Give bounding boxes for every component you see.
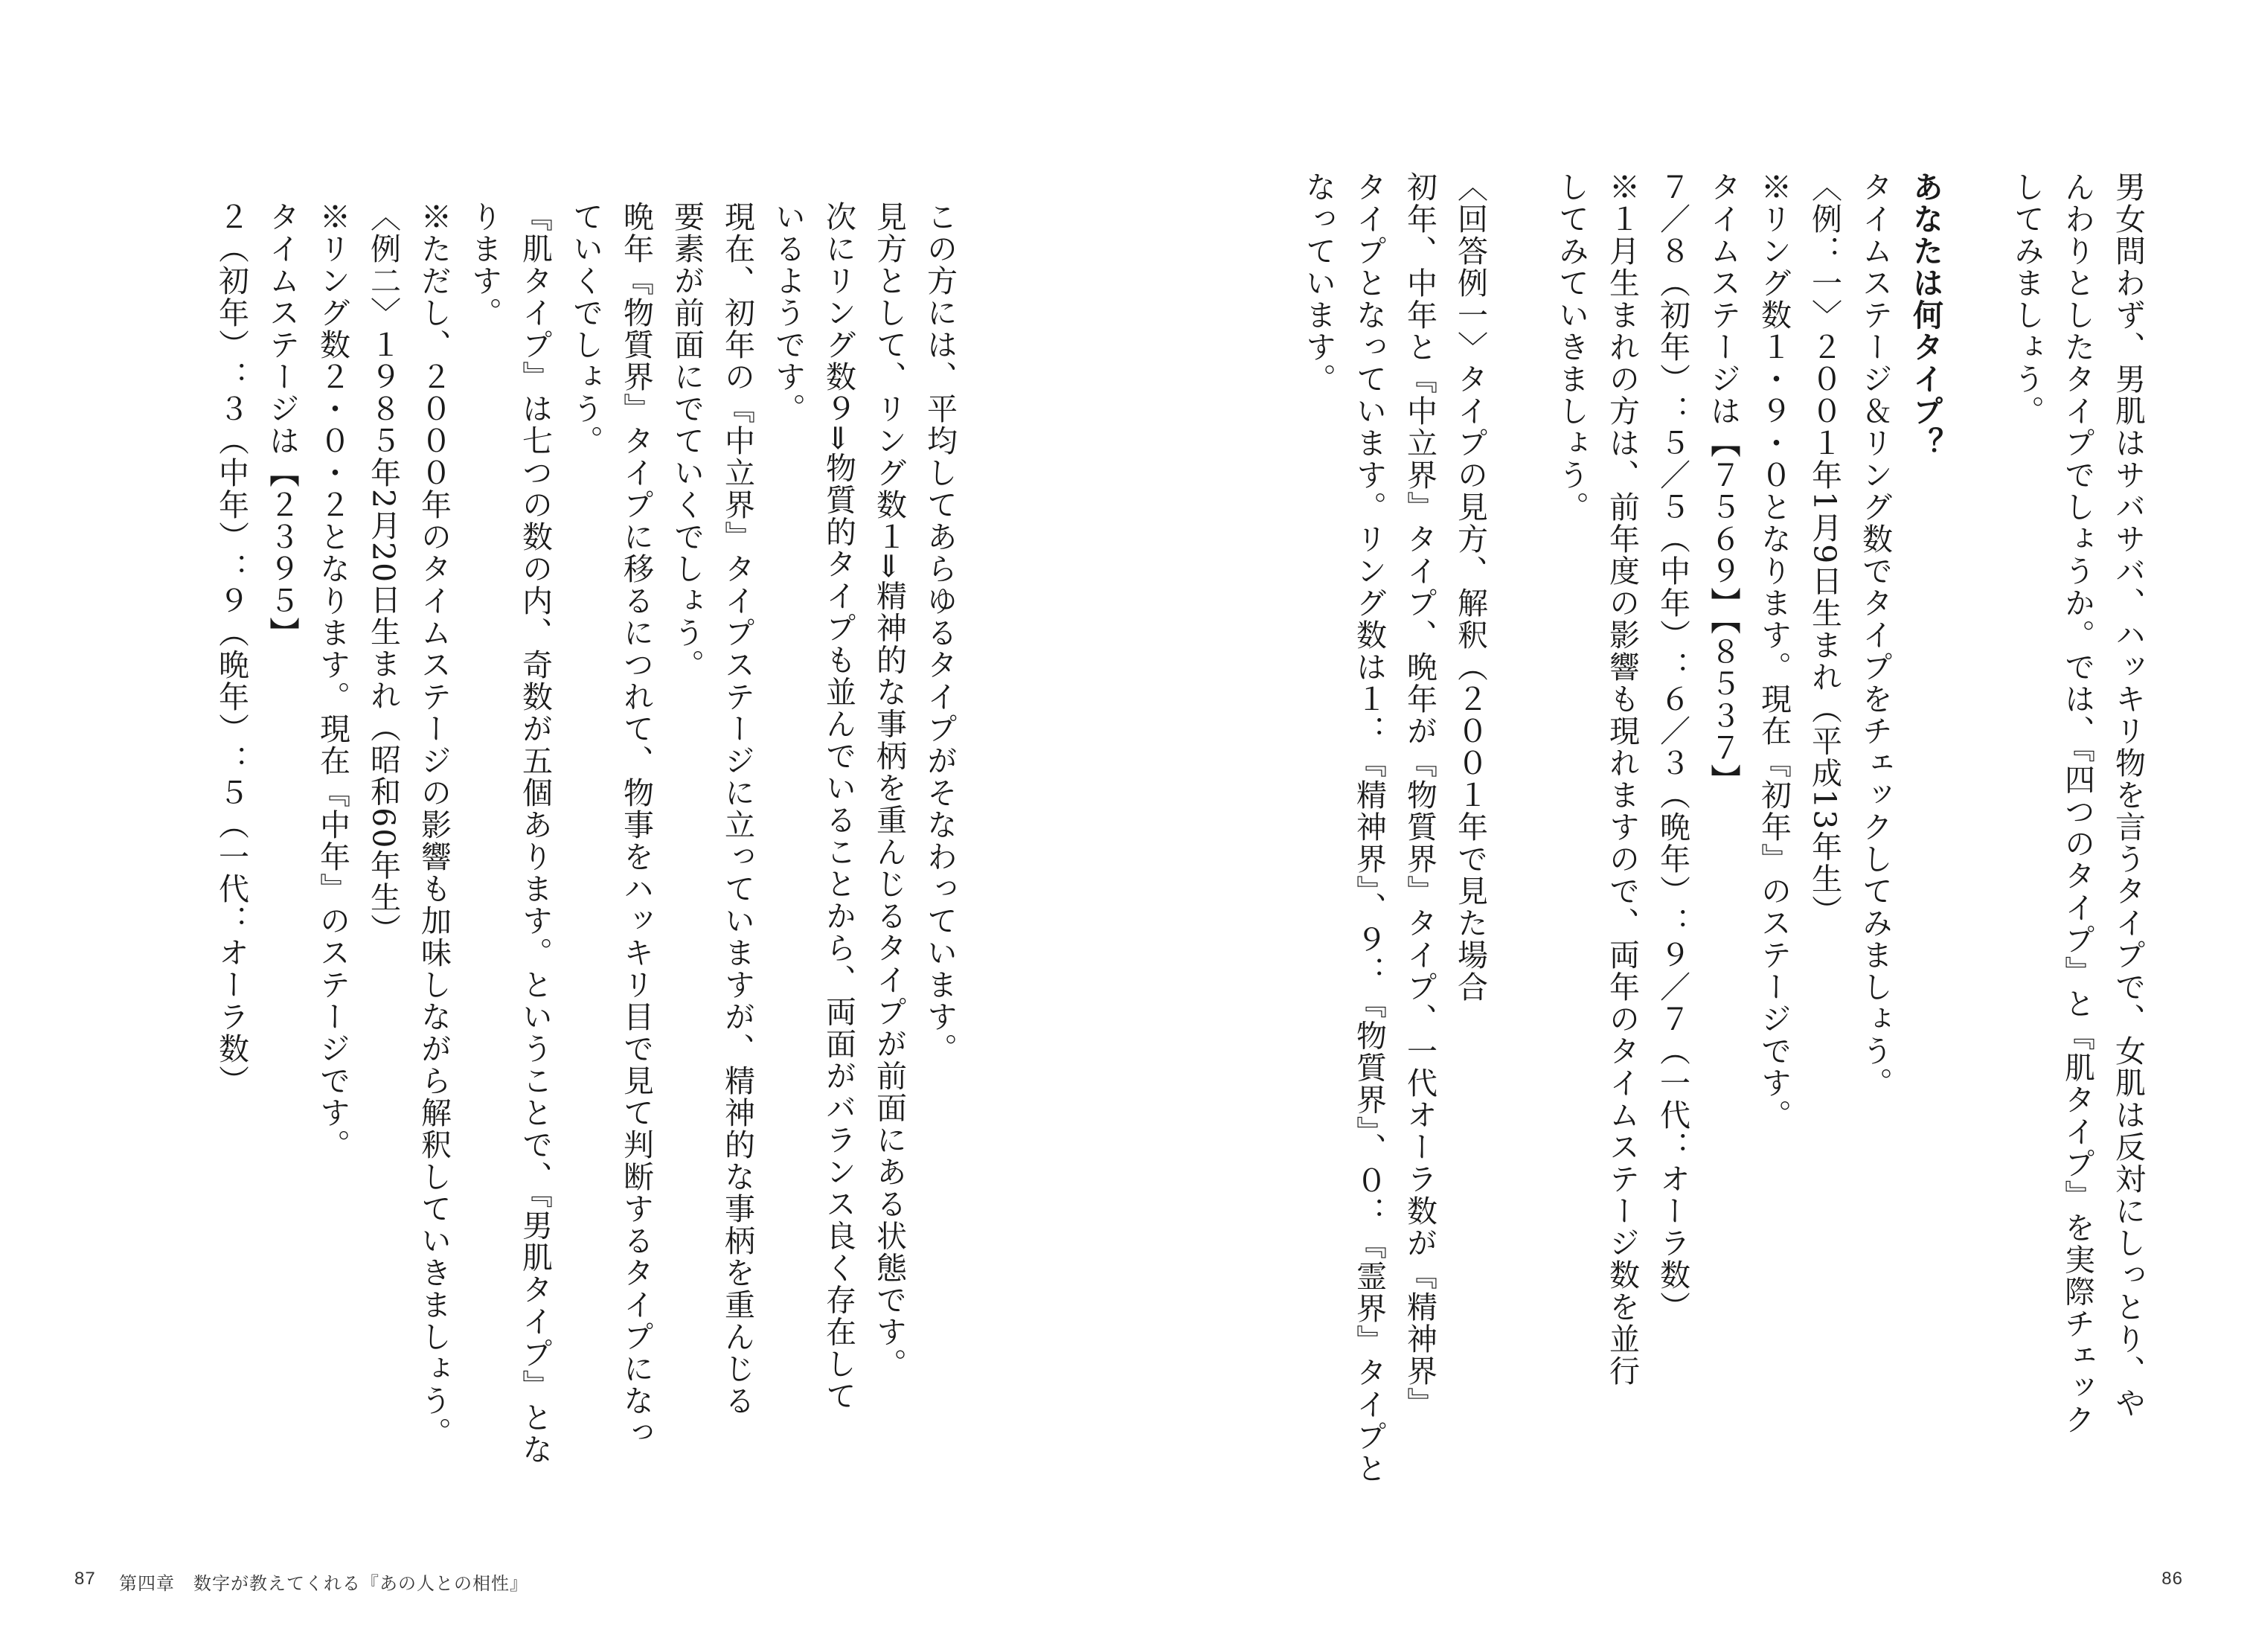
text-line: ※ただし、２０００年のタイムステージの影響も加味しながら解釈していきましょう。 bbox=[416, 201, 452, 1449]
section-heading: あなたは何タイプ？ bbox=[1908, 171, 1943, 459]
text-line: 男女問わず、男肌はサバサバ、ハッキリ物を言うタイプで、女肌は反対にしっとり、や bbox=[2110, 171, 2146, 1419]
text-line: タイプとなっています。リング数は１：『精神界』、９：『物質界』、０：『霊界』タイプと bbox=[1351, 171, 1387, 1485]
text-line: 〈例二〉１９８５年2月20日生まれ（昭和60年生） bbox=[365, 201, 401, 946]
running-head: 第四章 数字が教えてくれる『あの人との相性』 bbox=[119, 1574, 528, 1594]
text-line: してみていきましょう。 bbox=[1554, 171, 1589, 523]
blank-line bbox=[1951, 171, 2001, 1459]
text-line: んわりとしたタイプでしょうか。では、『四つのタイプ』と『肌タイプ』を実際チェック bbox=[2060, 171, 2095, 1436]
text-line: ※１月生まれの方は、前年度の影響も現れますので、両年のタイムステージ数を並行 bbox=[1604, 171, 1640, 1387]
text-line: タイムステージは【２３９５】 bbox=[264, 201, 300, 649]
right-page bbox=[1125, 0, 2250, 1652]
text-line: ７／８（初年）：５／５（中年）：６／３（晩年）：９／７（一代：オーラ数） bbox=[1655, 171, 1690, 1323]
page-number: 86 bbox=[2161, 1569, 2183, 1589]
text-line: 初年、中年と『中立界』タイプ、晩年が『物質界』タイプ、一代オーラ数が『精神界』 bbox=[1402, 171, 1438, 1419]
text-line: ※リング数２・０・２となります。現在『中年』のステージです。 bbox=[315, 201, 350, 1161]
text-line: 見方として、リング数１⇒精神的な事柄を重んじるタイプが前面にある状態です。 bbox=[871, 201, 907, 1380]
text-line: 『肌タイプ』は七つの数の内、奇数が五個あります。ということで、『男肌タイプ』とな bbox=[517, 201, 553, 1466]
page-number: 87 bbox=[74, 1569, 96, 1589]
text-line: 次にリング数９⇒物質的タイプも並んでいることから、両面がバランス良く存在して bbox=[821, 201, 856, 1412]
text-line: 晩年『物質界』タイプに移るにつれて、物事をハッキリ目で見て判断するタイプになっ bbox=[618, 201, 654, 1449]
text-line: いるようです。 bbox=[770, 201, 806, 425]
text-line: 要素が前面にでていくでしょう。 bbox=[669, 201, 705, 681]
text-line: 〈例：一〉２００１年1月9日生まれ（平成13年生） bbox=[1807, 171, 1842, 927]
blank-line bbox=[1496, 171, 1546, 1459]
text-line: ※リング数１・９・０となります。現在『初年』のステージです。 bbox=[1756, 171, 1792, 1131]
text-line: ります。 bbox=[467, 201, 502, 329]
right-page-text bbox=[1293, 171, 2153, 1485]
text-line: ていくでしょう。 bbox=[568, 201, 603, 457]
text-line: この方には、平均してあらゆるタイプがそなわっています。 bbox=[922, 201, 958, 1065]
text-line: なっています。 bbox=[1301, 171, 1336, 395]
text-line: してみましょう。 bbox=[2009, 171, 2045, 427]
text-line: ２（初年）：３（中年）：９（晩年）：５（一代：オーラ数） bbox=[214, 201, 249, 1097]
text-line: タイムステージ＆リング数でタイプをチェックしてみましょう。 bbox=[1857, 171, 1893, 1099]
text-line: 〈回答例一〉タイプの見方、解釈（２００１年で見た場合 bbox=[1452, 171, 1488, 1003]
text-line: 現在、初年の『中立界』タイプステージに立っていますが、精神的な事柄を重んじる bbox=[719, 201, 755, 1417]
text-line: タイムステージは【７５６９】【８５３７】 bbox=[1705, 171, 1741, 796]
left-page-text bbox=[206, 201, 965, 1488]
